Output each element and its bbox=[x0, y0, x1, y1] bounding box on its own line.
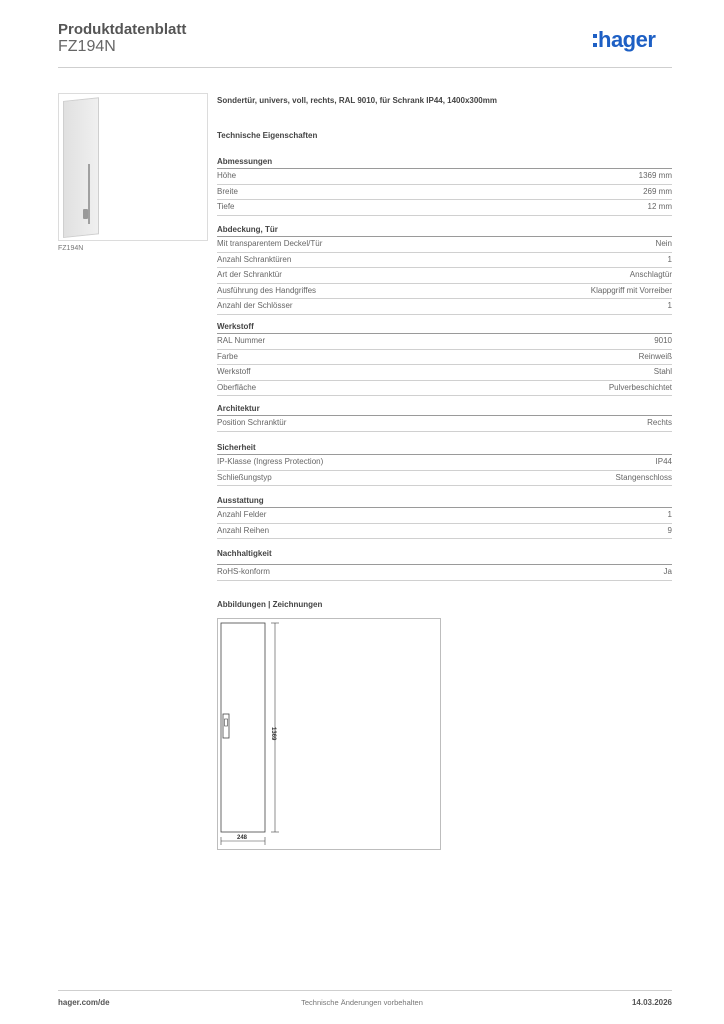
logo-text: hager bbox=[598, 27, 656, 52]
spec-label: Anzahl Reihen bbox=[217, 525, 270, 535]
section-title: Abmessungen bbox=[217, 155, 672, 169]
spec-label: Oberfläche bbox=[217, 382, 257, 392]
door-lock-icon bbox=[83, 209, 88, 219]
footer-divider bbox=[58, 990, 672, 991]
spec-row bbox=[217, 350, 672, 366]
hager-logo bbox=[593, 29, 655, 51]
drawings-heading: Abbildungen | Zeichnungen bbox=[217, 600, 323, 609]
spec-value: 9010 bbox=[654, 336, 672, 345]
header-divider bbox=[58, 67, 672, 68]
spec-label: Farbe bbox=[217, 351, 238, 361]
spec-value: Rechts bbox=[647, 418, 672, 427]
spec-value: Stangenschloss bbox=[615, 472, 672, 482]
spec-label: Werkstoff bbox=[217, 367, 251, 377]
spec-label: Breite bbox=[217, 186, 238, 196]
section-title: Sicherheit bbox=[217, 441, 672, 455]
technical-drawing bbox=[217, 618, 441, 850]
section-title: Abdeckung, Tür bbox=[217, 223, 672, 237]
section-abdeckung-tuer bbox=[217, 223, 672, 315]
spec-label: Höhe bbox=[217, 171, 237, 180]
spec-row bbox=[217, 299, 672, 315]
spec-label: RoHS-konform bbox=[217, 567, 270, 576]
spec-row bbox=[217, 237, 672, 253]
product-description: Sondertür, univers, voll, rechts, RAL 9010, für Schrank IP44, 1400x300mm bbox=[217, 96, 497, 105]
spec-value: 269 mm bbox=[643, 186, 672, 196]
spec-value: 9 bbox=[667, 525, 672, 535]
spec-label: Art der Schranktür bbox=[217, 270, 282, 280]
product-image-caption: FZ194N bbox=[58, 245, 84, 252]
spec-value: Reinweiß bbox=[638, 351, 672, 361]
door-drawing-svg bbox=[218, 619, 440, 849]
spec-label: Anzahl Felder bbox=[217, 510, 267, 519]
door-illustration bbox=[63, 97, 99, 238]
footer-website: hager.com/de bbox=[58, 998, 110, 1007]
spec-label: Anzahl Schranktüren bbox=[217, 254, 292, 264]
spec-value: 1 bbox=[667, 301, 672, 311]
spec-value: 12 mm bbox=[647, 202, 672, 212]
footer-date: 14.03.2026 bbox=[631, 998, 672, 1007]
section-title: Ausstattung bbox=[217, 494, 672, 508]
spec-row bbox=[217, 200, 672, 216]
section-werkstoff bbox=[217, 320, 672, 396]
spec-value: Stahl bbox=[653, 367, 672, 377]
spec-value: 1369 mm bbox=[638, 171, 672, 180]
section-ausstattung bbox=[217, 494, 672, 539]
logo-dots-icon bbox=[593, 29, 597, 51]
spec-row bbox=[217, 524, 672, 540]
footer-notice: Technische Änderungen vorbehalten bbox=[301, 998, 423, 1007]
spec-row bbox=[217, 471, 672, 487]
spec-row bbox=[217, 268, 672, 284]
spec-row bbox=[217, 416, 672, 432]
spec-value: Nein bbox=[655, 239, 672, 248]
spec-value: Klappgriff mit Vorreiber bbox=[590, 285, 672, 295]
spec-value: 1 bbox=[667, 510, 672, 519]
spec-row bbox=[217, 365, 672, 381]
height-dimension-label: 1369 bbox=[270, 727, 276, 741]
spec-row bbox=[217, 284, 672, 300]
technical-heading: Technische Eigenschaften bbox=[217, 131, 318, 140]
product-code-heading: FZ194N bbox=[58, 38, 116, 55]
spec-value: Anschlagtür bbox=[629, 270, 672, 280]
spec-row bbox=[217, 334, 672, 350]
spec-label: Schließungstyp bbox=[217, 472, 272, 482]
spec-label: Anzahl der Schlösser bbox=[217, 301, 293, 311]
spec-row bbox=[217, 185, 672, 201]
product-image bbox=[58, 93, 208, 241]
spec-row bbox=[217, 455, 672, 471]
door-handle-icon bbox=[88, 164, 90, 224]
spec-value: Pulverbeschichtet bbox=[608, 382, 672, 392]
spec-row bbox=[217, 381, 672, 397]
spec-value: 1 bbox=[667, 254, 672, 264]
spec-row bbox=[217, 565, 672, 581]
section-abmessungen bbox=[217, 155, 672, 216]
section-architektur bbox=[217, 402, 672, 432]
spec-label: IP-Klasse (Ingress Protection) bbox=[217, 457, 324, 466]
section-title: Nachhaltigkeit bbox=[217, 547, 672, 565]
spec-label: Mit transparentem Deckel/Tür bbox=[217, 239, 323, 248]
section-title: Architektur bbox=[217, 402, 672, 416]
spec-row bbox=[217, 253, 672, 269]
spec-label: Ausführung des Handgriffes bbox=[217, 285, 317, 295]
spec-label: Position Schranktür bbox=[217, 418, 287, 427]
spec-value: IP44 bbox=[655, 457, 672, 466]
section-nachhaltigkeit bbox=[217, 547, 672, 581]
page-title: Produktdatenblatt bbox=[58, 21, 187, 38]
spec-row bbox=[217, 169, 672, 185]
spec-label: RAL Nummer bbox=[217, 336, 266, 345]
section-title: Werkstoff bbox=[217, 320, 672, 334]
width-dimension-label: 248 bbox=[237, 835, 248, 841]
spec-row bbox=[217, 508, 672, 524]
section-sicherheit bbox=[217, 441, 672, 486]
spec-value: Ja bbox=[663, 567, 672, 576]
spec-label: Tiefe bbox=[217, 202, 235, 212]
